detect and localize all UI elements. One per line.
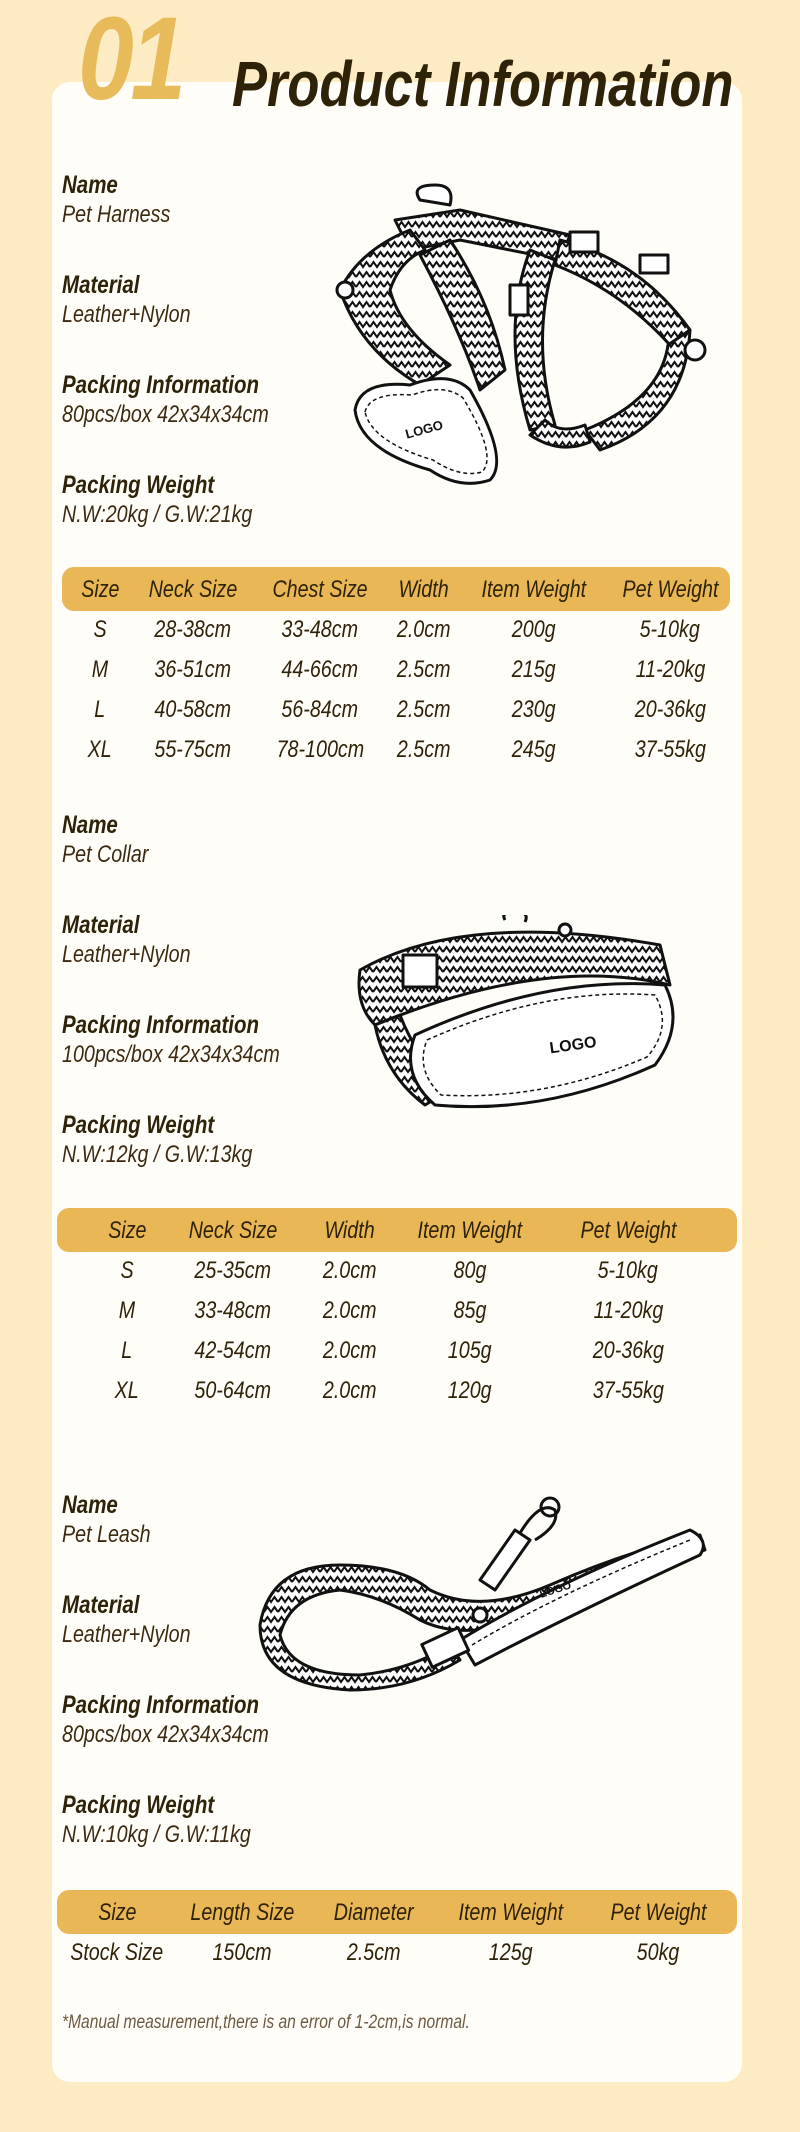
table-cell: 85g — [453, 1297, 487, 1324]
table-header-cell: Item Weight — [458, 1899, 564, 1926]
table-cell: Stock Size — [70, 1939, 164, 1966]
table-header-cell: Neck Size — [188, 1217, 278, 1244]
field-value: Leather+Nylon — [62, 1621, 191, 1648]
table-header-cell: Size — [80, 576, 120, 603]
table-cell: 20-36kg — [592, 1337, 664, 1364]
table-cell: S — [120, 1257, 134, 1284]
table-cell: 55-75cm — [154, 736, 232, 763]
harness-illustration — [300, 180, 710, 500]
field-value: Pet Leash — [62, 1521, 151, 1548]
table-cell: 36-51cm — [154, 656, 232, 683]
table-cell: 44-66cm — [281, 656, 359, 683]
field-value: Leather+Nylon — [62, 301, 191, 328]
table-cell: 33-48cm — [194, 1297, 272, 1324]
table-cell: XL — [114, 1377, 140, 1404]
field-label: Name — [62, 1491, 118, 1519]
logo-label: LOGO — [548, 1033, 598, 1058]
field-value: Pet Collar — [62, 841, 149, 868]
table-cell: 105g — [448, 1337, 492, 1364]
table-cell: 28-38cm — [154, 616, 232, 643]
table-cell: 125g — [489, 1939, 533, 1966]
table-cell: 80g — [453, 1257, 487, 1284]
table-header-cell: Pet Weight — [580, 1217, 676, 1244]
table-cell: L — [94, 696, 106, 723]
field-value: Pet Harness — [62, 201, 171, 228]
table-cell: 42-54cm — [194, 1337, 272, 1364]
field-value: N.W:12kg / G.W:13kg — [62, 1141, 253, 1168]
measurement-footnote: *Manual measurement,there is an error of 1-2cm,is normal. — [62, 2012, 470, 2033]
field-label: Packing Weight — [62, 1111, 215, 1139]
logo-label: LOGO — [403, 417, 445, 442]
table-cell: 2.0cm — [323, 1337, 377, 1364]
table-cell: 25-35cm — [194, 1257, 272, 1284]
table-header-cell: Size — [107, 1217, 147, 1244]
field-label: Name — [62, 171, 118, 199]
table-cell: 78-100cm — [276, 736, 364, 763]
table-cell: 2.0cm — [323, 1257, 377, 1284]
table-cell: 2.5cm — [397, 736, 451, 763]
table-cell: 2.5cm — [347, 1939, 401, 1966]
table-cell: M — [118, 1297, 136, 1324]
table-cell: L — [121, 1337, 133, 1364]
table-cell: 230g — [512, 696, 556, 723]
table-cell: 120g — [448, 1377, 492, 1404]
field-value: 80pcs/box 42x34x34cm — [62, 1721, 269, 1748]
table-header-cell: Neck Size — [148, 576, 238, 603]
logo-label: LOGO — [538, 1579, 573, 1601]
collar-illustration — [345, 915, 685, 1115]
table-cell: 2.0cm — [323, 1377, 377, 1404]
table-cell: 37-55kg — [592, 1377, 664, 1404]
field-label: Material — [62, 271, 140, 299]
table-header-cell: Chest Size — [272, 576, 368, 603]
table-cell: 33-48cm — [281, 616, 359, 643]
leash-illustration — [250, 1495, 710, 1695]
table-cell: 215g — [512, 656, 556, 683]
table-header-cell: Width — [324, 1217, 376, 1244]
page-title: Product Information — [232, 48, 734, 120]
table-cell: 150cm — [212, 1939, 272, 1966]
table-header-cell: Diameter — [334, 1899, 414, 1926]
field-label: Packing Weight — [62, 1791, 215, 1819]
field-label: Packing Weight — [62, 471, 215, 499]
table-cell: 5-10kg — [597, 1257, 659, 1284]
table-cell: 2.0cm — [323, 1297, 377, 1324]
table-cell: 11-20kg — [635, 656, 705, 683]
table-cell: 56-84cm — [281, 696, 359, 723]
table-header-cell: Pet Weight — [610, 1899, 706, 1926]
field-value: Leather+Nylon — [62, 941, 191, 968]
table-cell: 2.5cm — [397, 656, 451, 683]
table-header-cell: Width — [398, 576, 450, 603]
table-cell: 5-10kg — [639, 616, 701, 643]
field-label: Material — [62, 911, 140, 939]
table-header-cell: Length Size — [190, 1899, 294, 1926]
table-cell: 200g — [512, 616, 556, 643]
field-value: N.W:10kg / G.W:11kg — [62, 1821, 251, 1848]
table-cell: 50-64cm — [194, 1377, 272, 1404]
table-cell: XL — [87, 736, 113, 763]
table-cell: M — [91, 656, 109, 683]
table-cell: 50kg — [636, 1939, 680, 1966]
field-value: N.W:20kg / G.W:21kg — [62, 501, 253, 528]
table-cell: 2.0cm — [397, 616, 451, 643]
table-header-cell: Item Weight — [417, 1217, 523, 1244]
field-label: Packing Information — [62, 1011, 260, 1039]
field-value: 100pcs/box 42x34x34cm — [62, 1041, 280, 1068]
table-cell: 20-36kg — [634, 696, 706, 723]
table-cell: S — [93, 616, 107, 643]
table-header-cell: Pet Weight — [622, 576, 718, 603]
table-cell: 245g — [512, 736, 556, 763]
field-value: 80pcs/box 42x34x34cm — [62, 401, 269, 428]
section-number: 01 — [78, 0, 183, 125]
table-header-cell: Size — [97, 1899, 137, 1926]
field-label: Material — [62, 1591, 140, 1619]
field-label: Name — [62, 811, 118, 839]
table-header-cell: Item Weight — [481, 576, 587, 603]
field-label: Packing Information — [62, 371, 260, 399]
field-label: Packing Information — [62, 1691, 260, 1719]
table-cell: 40-58cm — [154, 696, 232, 723]
table-cell: 37-55kg — [634, 736, 706, 763]
table-cell: 11-20kg — [593, 1297, 663, 1324]
table-cell: 2.5cm — [397, 696, 451, 723]
